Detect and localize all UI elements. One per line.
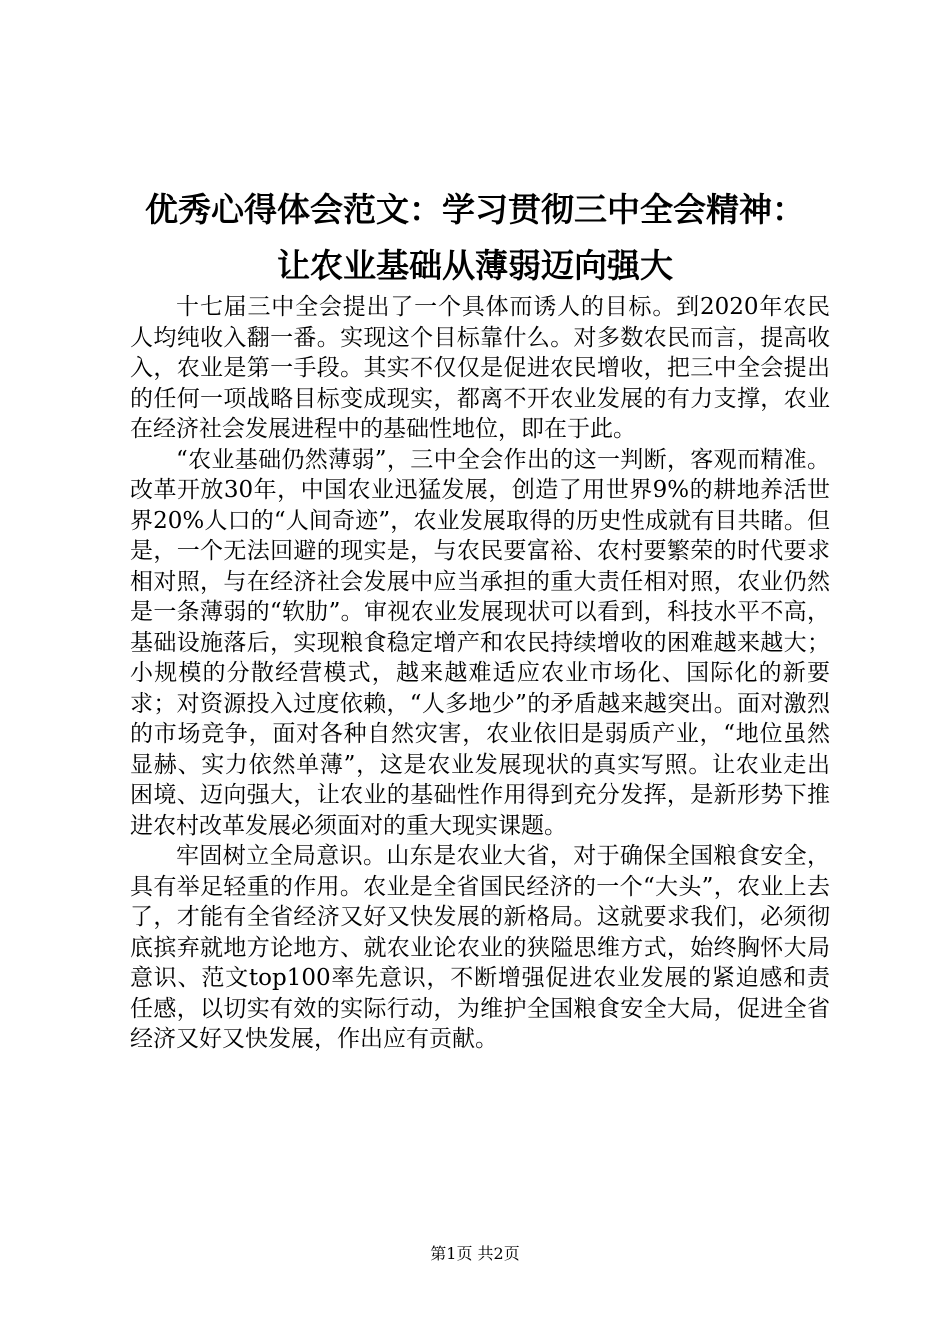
document-title-line-2: 让农业基础从薄弱迈向强大	[277, 246, 673, 285]
paragraph: 牢固树立全局意识。山东是农业大省，对于确保全国粮食安全，具有举足轻重的作用。农业是全省国民经济的一个“大头”，农业上去了，才能有全省经济又好又快发展的新格局。这就要求我们，必须彻底摈弃就地方论地方、就农业论农业的狭隘思维方式，始终胸怀大局意识、范文top100率先意识，不断增强促进农业发展的紧迫感和责任感，以切实有效的实际行动，为维护全国粮食安全大局，促进全省经济又好又快发展，作出应有贡献。	[130, 843, 830, 1052]
document-title-line-1: 优秀心得体会范文：学习贯彻三中全会精神：	[145, 190, 805, 229]
document-body	[130, 292, 830, 1055]
paragraph: “农业基础仍然薄弱”，三中全会作出的这一判断，客观而精准。改革开放30年，中国农业迅猛发展，创造了用世界9%的耕地养活世界20%人口的“人间奇迹”，农业发展取得的历史性成就有目共睹。但是，一个无法回避的现实是，与农民要富裕、农村要繁荣的时代要求相对照，与在经济社会发展中应当承担的重大责任相对照，农业仍然是一条薄弱的“软肋”。审视农业发展现状可以看到，科技水平不高，基础设施落后，实现粮食稳定增产和农民持续增收的困难越来越大；小规模的分散经营模式，越来越难适应农业市场化、国际化的新要求；对资源投入过度依赖，“人多地少”的矛盾越来越突出。面对激烈的市场竞争，面对各种自然灾害，农业依旧是弱质产业，“地位虽然显赫、实力依然单薄”，这是农业发展现状的真实写照。让农业走出困境、迈向强大，让农业的基础性作用得到充分发挥，是新形势下推进农村改革发展必须面对的重大现实课题。	[130, 446, 830, 839]
page-number-footer: 第1页 共2页	[430, 1244, 520, 1263]
paragraph: 十七届三中全会提出了一个具体而诱人的目标。到2020年农民人均纯收入翻一番。实现这个目标靠什么。对多数农民而言，提高收入，农业是第一手段。其实不仅仅是促进农民增收，把三中全会提出的任何一项战略目标变成现实，都离不开农业发展的有力支撑，农业在经济社会发展进程中的基础性地位，即在于此。	[130, 294, 830, 442]
